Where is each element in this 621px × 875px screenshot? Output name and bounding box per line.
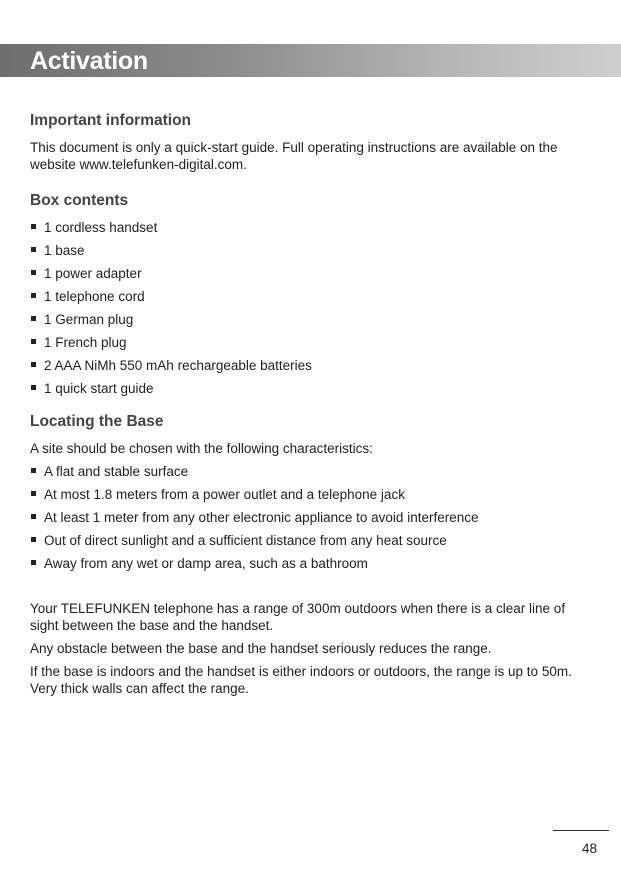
list-item [30,219,595,236]
list-item [30,334,595,351]
list-item-text: 1 power adapter [44,266,142,281]
list-item [30,555,595,572]
locating-base-intro: A site should be chosen with the following characteristics: [30,441,373,456]
box-contents-list [30,219,595,397]
bullet-icon [31,362,36,367]
list-item [30,288,595,305]
bullet-icon [31,491,36,496]
list-item-text: 1 base [44,243,85,258]
list-item-text: 2 AAA NiMh 550 mAh rechargeable batteries [44,358,312,373]
important-information-section [30,111,595,173]
bullet-icon [31,514,36,519]
bullet-icon [31,293,36,298]
list-item-text: 1 cordless handset [44,220,158,235]
list-item-text: 1 French plug [44,335,127,350]
bullet-icon [31,468,36,473]
locating-base-section [30,412,595,572]
list-item [30,463,595,480]
box-contents-section [30,191,595,397]
list-item [30,532,595,549]
list-item [30,509,595,526]
locating-base-heading: Locating the Base [30,413,164,430]
list-item-text: 1 quick start guide [44,381,154,396]
list-item-text: 1 telephone cord [44,289,145,304]
box-contents-heading: Box contents [30,192,129,209]
list-item-text: At most 1.8 meters from a power outlet and a telephone jack [44,487,405,502]
page-number: 48 [581,841,597,856]
locating-base-list [30,463,595,572]
bullet-icon [31,537,36,542]
range-paragraph: If the base is indoors and the handset is either indoors or outdoors, the range is up to 50m. Very thick walls can affect the range. [30,664,572,696]
bullet-icon [31,224,36,229]
important-information-heading: Important information [30,112,192,129]
section-title-bar [0,44,621,77]
range-paragraph: Any obstacle between the base and the handset seriously reduces the range. [30,641,492,656]
range-section [30,600,595,697]
list-item [30,265,595,282]
range-paragraph: Your TELEFUNKEN telephone has a range of 300m outdoors when there is a clear line of sight between the base and the handset. [30,601,566,633]
list-item [30,242,595,259]
important-information-text: This document is only a quick-start guide. Full operating instructions are available on the website www.telefunken-digital.com. [30,140,558,172]
bullet-icon [31,339,36,344]
list-item [30,380,595,397]
list-item [30,357,595,374]
list-item [30,486,595,503]
list-item-text: A flat and stable surface [44,464,189,479]
list-item [30,311,595,328]
bullet-icon [31,247,36,252]
bullet-icon [31,385,36,390]
document-body [30,111,595,715]
list-item-text: Away from any wet or damp area, such as a bathroom [44,556,368,571]
list-item-text: Out of direct sunlight and a sufficient distance from any heat source [44,533,447,548]
bullet-icon [31,316,36,321]
bullet-icon [31,560,36,565]
page-title: Activation [30,47,148,75]
footer-divider [553,830,609,831]
list-item-text: 1 German plug [44,312,134,327]
bullet-icon [31,270,36,275]
list-item-text: At least 1 meter from any other electronic appliance to avoid interference [44,510,479,525]
